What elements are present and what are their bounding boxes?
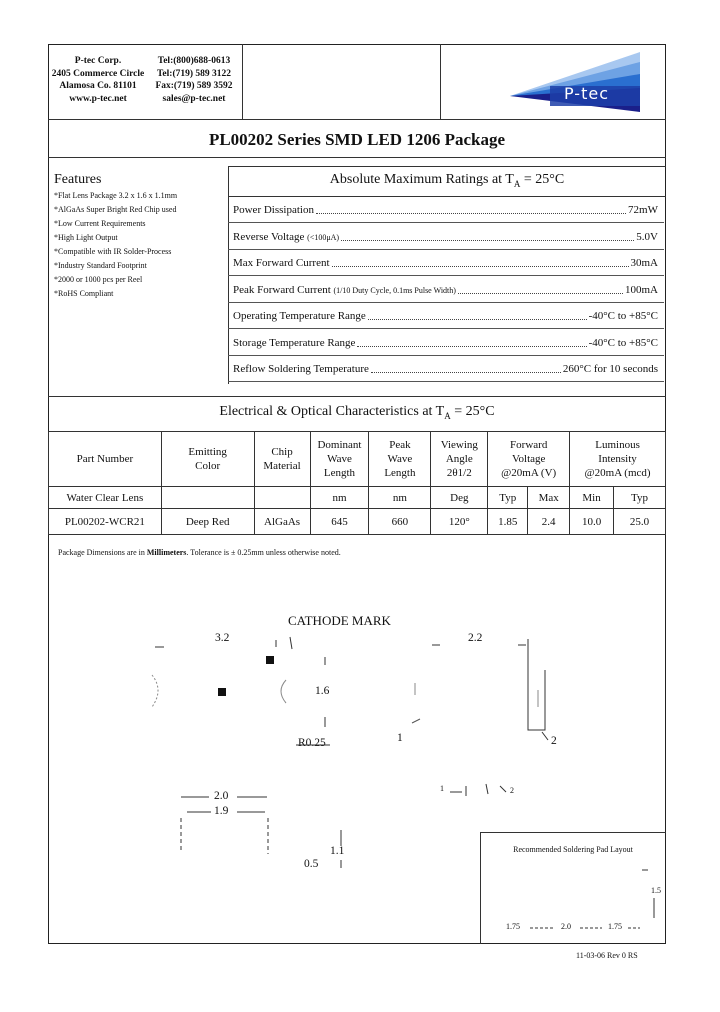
ratings-heading-divider: [228, 196, 666, 197]
eo-table: [48, 431, 666, 535]
company-email: sales@p-tec.net: [162, 93, 226, 104]
eo-unit-cell: Deg: [431, 487, 488, 509]
eo-data-cell: 2.4: [528, 509, 570, 535]
pad-layout-title: Recommended Soldering Pad Layout: [513, 845, 633, 854]
eo-data-cell: 10.0: [570, 509, 614, 535]
eo-unit-row: [49, 487, 666, 509]
eo-data-cell: 660: [369, 509, 431, 535]
rating-leader-dots: [341, 233, 634, 241]
feature-item: *Compatible with IR Solder-Process: [54, 247, 172, 256]
rating-row: [228, 278, 664, 303]
rating-label: Operating Temperature Range: [233, 310, 366, 322]
hdr-viewing-angle: Viewing Angle 2θ1/2: [431, 432, 488, 487]
feature-item: *RoHS Compliant: [54, 289, 114, 298]
pin-2-small-label: 2: [510, 786, 514, 795]
feature-item: *Industry Standard Footprint: [54, 261, 147, 270]
company-name: P-tec Corp.: [74, 56, 122, 66]
pad-dim-height: 1.5: [651, 886, 661, 895]
pad-dim-ticks: [640, 868, 660, 928]
rating-note: (<100μA): [307, 232, 340, 242]
rating-leader-dots: [368, 312, 587, 320]
title-divider: [48, 157, 666, 158]
hdr-peak-wavelength: Peak Wave Length: [369, 432, 431, 487]
rating-row: [228, 357, 664, 382]
eo-data-cell: 1.85: [488, 509, 528, 535]
rating-value: 5.0V: [636, 230, 658, 243]
rating-leader-dots: [332, 259, 629, 267]
company-web: www.p-tec.net: [69, 93, 127, 104]
eo-data-cell: 120°: [431, 509, 488, 535]
header-vdivider-1: [242, 44, 243, 119]
rating-value: 72mW: [628, 204, 658, 216]
dim-0-5: 0.5: [304, 858, 319, 870]
company-address-block: [50, 55, 146, 105]
eo-unit-cell: [161, 487, 254, 509]
ratings-bottom-divider: [48, 396, 666, 397]
pad-box-top-border: [480, 832, 666, 833]
package-outline-drawing: [150, 635, 570, 760]
eo-unit-cell: nm: [369, 487, 431, 509]
rating-label: Reverse Voltage (<100μA): [233, 230, 340, 243]
rating-value: -40°C to +85°C: [588, 336, 658, 349]
hdr-forward-voltage: Forward Voltage @20mA (V): [488, 432, 570, 487]
rating-leader-dots: [357, 339, 586, 347]
cathode-mark-label: CATHODE MARK: [288, 613, 391, 628]
header-vdivider-2: [440, 44, 441, 119]
hdr-luminous-intensity: Luminous Intensity @20mA (mcd): [570, 432, 666, 487]
feature-item: *Low Current Requirements: [54, 219, 146, 228]
hdr-emitting-color: Emitting Color: [161, 432, 254, 487]
eo-data-row: [49, 509, 666, 535]
pin-marker-drawing: [446, 782, 510, 798]
dim-2-2: 2.2: [468, 632, 483, 644]
dim-1-1: 1.1: [330, 845, 345, 857]
features-block: [54, 172, 177, 301]
eo-unit-cell: nm: [310, 487, 369, 509]
dim-2-0: 2.0: [214, 790, 229, 802]
feature-item: *AlGaAs Super Bright Red Chip used: [54, 205, 177, 214]
rating-note: (1/10 Duty Cycle, 0.1ms Pulse Width): [333, 285, 456, 295]
side-view-drawing: [175, 790, 350, 870]
company-address1: 2405 Commerce Circle: [51, 68, 145, 79]
eo-data-cell: 25.0: [614, 509, 666, 535]
company-fax: Fax:(719) 589 3592: [155, 81, 233, 91]
features-heading: Features: [54, 172, 102, 187]
rating-label: Max Forward Current: [233, 257, 330, 269]
rating-label: Peak Forward Current (1/10 Duty Cycle, 0.1ms Pulse Width): [233, 283, 456, 296]
dim-1-9: 1.9: [214, 805, 229, 817]
feature-item: *Flat Lens Package 3.2 x 1.6 x 1.1mm: [54, 191, 178, 200]
eo-unit-cell: Typ: [488, 487, 528, 509]
company-tel1: Tel:(800)688-0613: [157, 56, 231, 66]
company-address2: Alamosa Co. 81101: [59, 81, 137, 91]
pad-dim-gap: 2.0: [561, 922, 571, 931]
rating-leader-dots: [371, 365, 561, 373]
rating-label: Power Dissipation: [233, 204, 314, 216]
rating-label: Reflow Soldering Temperature: [233, 363, 369, 375]
features-list: [54, 189, 177, 301]
dim-radius-0-25: R0.25: [298, 737, 326, 749]
rating-value: 30mA: [630, 257, 658, 269]
pin-1-label: 1: [397, 732, 403, 744]
ptec-logo: [506, 48, 662, 116]
hdr-part-number: Part Number: [49, 432, 162, 487]
rating-row: [228, 304, 664, 329]
hdr-chip-material: Chip Material: [254, 432, 310, 487]
eo-unit-cell: Typ: [614, 487, 666, 509]
revision-footer: 11-03-06 Rev 0 RS: [576, 951, 638, 960]
eo-data-cell: Deep Red: [161, 509, 254, 535]
feature-item: *2000 or 1000 pcs per Reel: [54, 275, 143, 284]
rating-leader-dots: [316, 206, 626, 214]
ratings-top-border: [228, 166, 666, 167]
eo-unit-cell: Min: [570, 487, 614, 509]
logo-text: P-tec: [564, 84, 609, 103]
eo-data-cell: AlGaAs: [254, 509, 310, 535]
header-divider: [48, 119, 666, 120]
eo-header-row: [49, 432, 666, 487]
eo-unit-cell: Water Clear Lens: [49, 487, 162, 509]
pad-dim-line: [494, 924, 644, 932]
rating-leader-dots: [458, 286, 623, 294]
rating-row: [228, 198, 664, 223]
pin-1-small-label: 1: [440, 784, 444, 793]
eo-unit-cell: [254, 487, 310, 509]
eo-unit-cell: Max: [528, 487, 570, 509]
company-tel2: Tel:(719) 589 3122: [156, 68, 232, 79]
page-title: PL00202 Series SMD LED 1206 Package: [208, 130, 506, 149]
rating-row: [228, 331, 664, 356]
hdr-dominant-wavelength: Dominant Wave Length: [310, 432, 369, 487]
rating-value: -40°C to +85°C: [588, 310, 658, 322]
pad-dim-left: 1.75: [506, 922, 520, 931]
dim-length-3-2: 3.2: [215, 632, 230, 644]
rating-row: [228, 225, 664, 250]
package-dimensions-note: Package Dimensions are in Millimeters. Tolerance is ± 0.25mm unless otherwise noted.: [58, 548, 341, 557]
eo-data-cell: 645: [310, 509, 369, 535]
company-contact-block: [147, 55, 241, 105]
pin-2-label: 2: [551, 735, 557, 747]
dim-width-1-6: 1.6: [315, 685, 330, 697]
rating-value: 100mA: [625, 283, 658, 296]
ratings-heading: Absolute Maximum Ratings at $T_A = 25^\circ C$: [329, 172, 565, 189]
eo-heading: Electrical & Optical Characteristics at $T_A = 25^\circ C$: [219, 404, 495, 421]
rating-label: Storage Temperature Range: [233, 336, 356, 349]
feature-item: *High Light Output: [54, 233, 118, 242]
pad-dim-right: 1.75: [608, 922, 622, 931]
rating-value: 260°C for 10 seconds: [562, 363, 658, 375]
rating-row: [228, 251, 664, 276]
eo-data-cell: PL00202-WCR21: [49, 509, 162, 535]
